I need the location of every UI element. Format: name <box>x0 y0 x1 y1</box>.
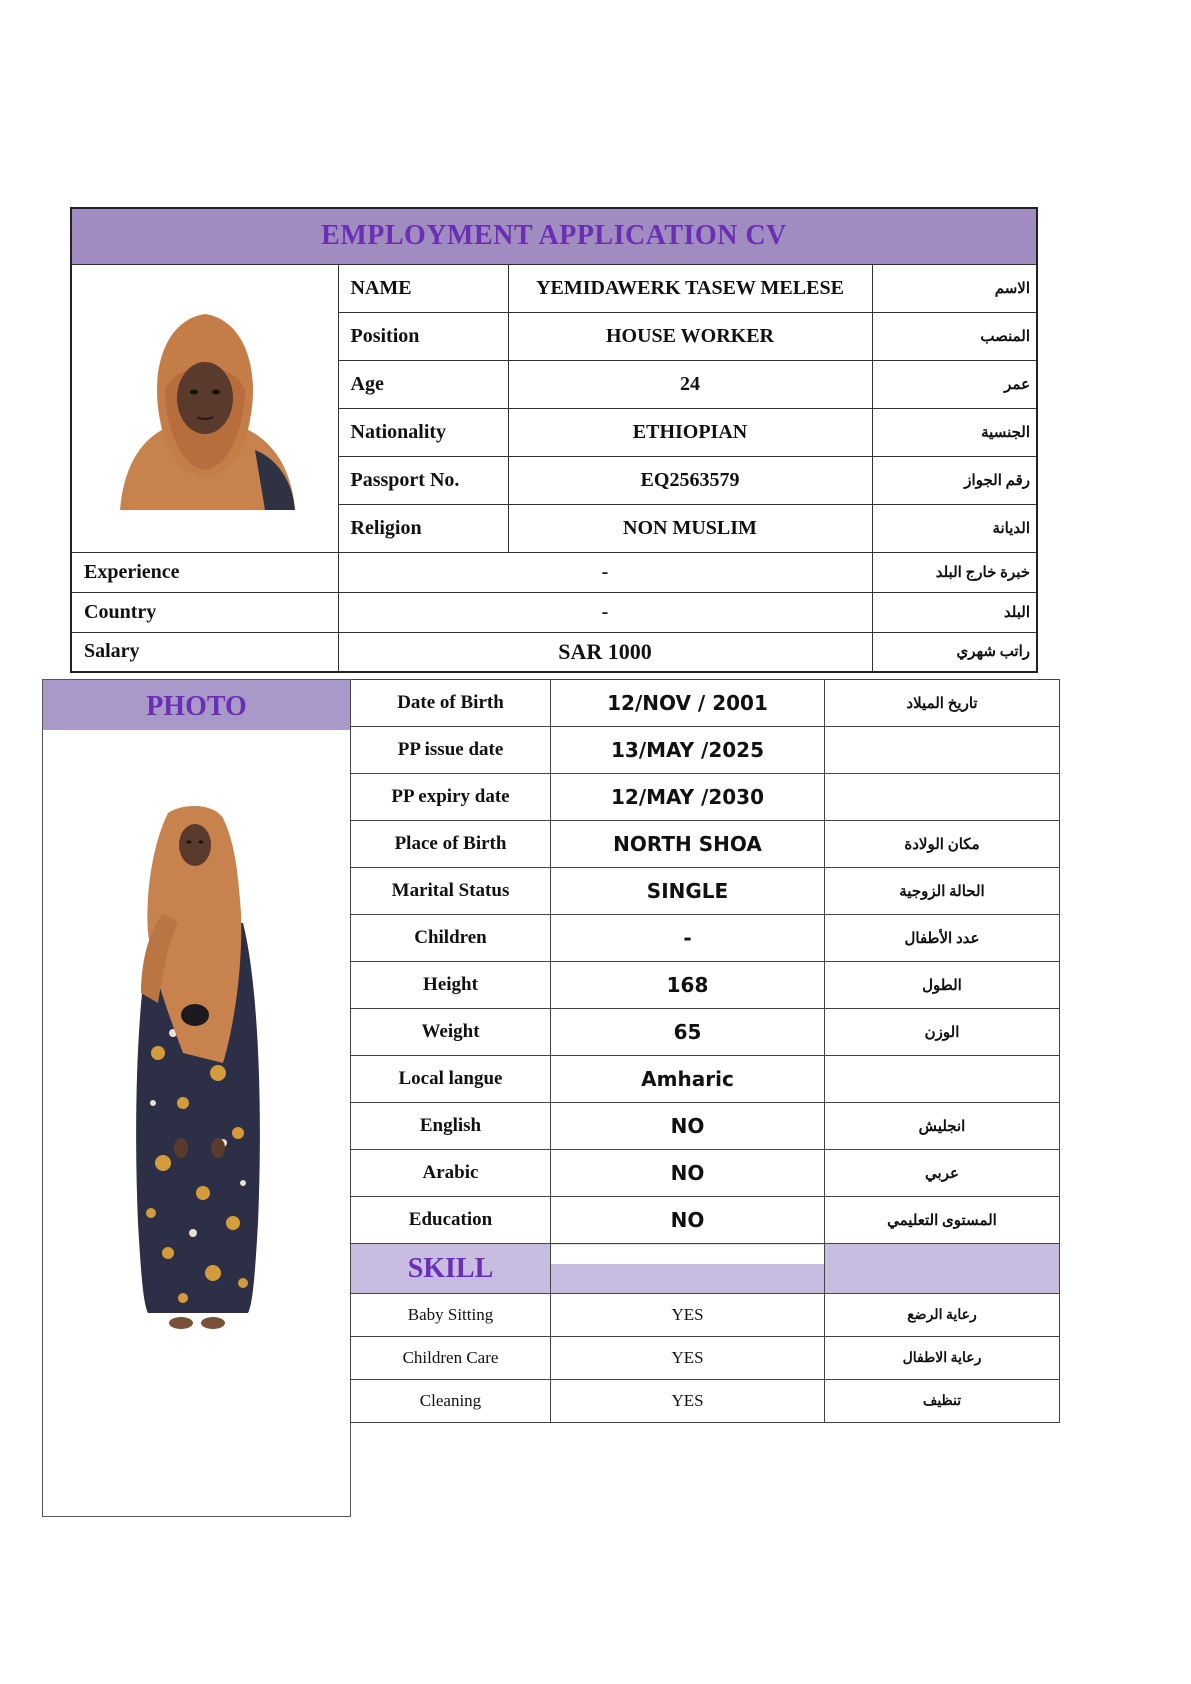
name-value: YEMIDAWERK TASEW MELESE <box>508 264 872 312</box>
details-row <box>351 1150 1060 1197</box>
detail-arabic-label: عدد الأطفال <box>825 915 1060 962</box>
age-value: 24 <box>508 360 872 408</box>
detail-value: NO <box>551 1197 825 1244</box>
skill-row <box>351 1294 1060 1337</box>
skill-label: Cleaning <box>351 1380 551 1423</box>
detail-arabic-label: انجليش <box>825 1103 1060 1150</box>
experience-arabic-label: خبرة خارج البلد <box>872 552 1037 592</box>
detail-label: Education <box>351 1197 551 1244</box>
salary-value: SAR 1000 <box>338 632 872 672</box>
skill-row <box>351 1380 1060 1423</box>
nationality-label: Nationality <box>338 408 508 456</box>
details-row <box>351 1056 1060 1103</box>
skill-row <box>351 1337 1060 1380</box>
skill-header-blank <box>551 1244 825 1294</box>
detail-label: English <box>351 1103 551 1150</box>
name-label: NAME <box>338 264 508 312</box>
detail-value: 65 <box>551 1009 825 1056</box>
detail-arabic-label: عربي <box>825 1150 1060 1197</box>
skill-title: SKILL <box>351 1244 551 1294</box>
skill-arabic-label: تنظيف <box>825 1380 1060 1423</box>
skill-label: Baby Sitting <box>351 1294 551 1337</box>
salary-label: Salary <box>71 632 338 672</box>
details-row <box>351 915 1060 962</box>
passport-label: Passport No. <box>338 456 508 504</box>
details-row <box>351 774 1060 821</box>
detail-label: PP issue date <box>351 727 551 774</box>
detail-value: 12/MAY /2030 <box>551 774 825 821</box>
skill-header-blank-right <box>825 1244 1060 1294</box>
detail-value: 12/NOV / 2001 <box>551 680 825 727</box>
personal-info-table <box>70 207 1038 673</box>
details-row <box>351 1197 1060 1244</box>
detail-label: Marital Status <box>351 868 551 915</box>
photo-panel <box>42 679 351 1517</box>
detail-label: PP expiry date <box>351 774 551 821</box>
detail-value: - <box>551 915 825 962</box>
detail-label: Children <box>351 915 551 962</box>
portrait-photo <box>105 300 305 510</box>
detail-label: Local langue <box>351 1056 551 1103</box>
religion-value: NON MUSLIM <box>508 504 872 552</box>
salary-arabic-label: راتب شهري <box>872 632 1037 672</box>
detail-value: 168 <box>551 962 825 1009</box>
detail-arabic-label: الطول <box>825 962 1060 1009</box>
experience-value: - <box>338 552 872 592</box>
detail-arabic-label <box>825 1056 1060 1103</box>
detail-arabic-label: الحالة الزوجية <box>825 868 1060 915</box>
experience-label: Experience <box>71 552 338 592</box>
page-title: EMPLOYMENT APPLICATION CV <box>71 208 1037 264</box>
country-value: - <box>338 592 872 632</box>
details-row <box>351 1103 1060 1150</box>
detail-label: Height <box>351 962 551 1009</box>
position-arabic-label: المنصب <box>872 312 1037 360</box>
detail-arabic-label <box>825 774 1060 821</box>
passport-arabic-label: رقم الجواز <box>872 456 1037 504</box>
age-arabic-label: عمر <box>872 360 1037 408</box>
skill-arabic-label: رعاية الرضع <box>825 1294 1060 1337</box>
detail-value: SINGLE <box>551 868 825 915</box>
details-row <box>351 680 1060 727</box>
detail-arabic-label: تاريخ الميلاد <box>825 680 1060 727</box>
detail-arabic-label: المستوى التعليمي <box>825 1197 1060 1244</box>
nationality-arabic-label: الجنسية <box>872 408 1037 456</box>
detail-value: NORTH SHOA <box>551 821 825 868</box>
detail-value: NO <box>551 1150 825 1197</box>
position-label: Position <box>338 312 508 360</box>
details-row <box>351 727 1060 774</box>
religion-label: Religion <box>338 504 508 552</box>
name-arabic-label: الاسم <box>872 264 1037 312</box>
details-row <box>351 1009 1060 1056</box>
details-table <box>350 679 1060 1423</box>
skill-value: YES <box>551 1337 825 1380</box>
detail-arabic-label: الوزن <box>825 1009 1060 1056</box>
details-row <box>351 868 1060 915</box>
detail-value: NO <box>551 1103 825 1150</box>
photo-title: PHOTO <box>43 680 350 730</box>
skill-arabic-label: رعاية الاطفال <box>825 1337 1060 1380</box>
details-row <box>351 962 1060 1009</box>
skill-header-row <box>351 1244 1060 1294</box>
detail-label: Arabic <box>351 1150 551 1197</box>
country-label: Country <box>71 592 338 632</box>
position-value: HOUSE WORKER <box>508 312 872 360</box>
skill-value: YES <box>551 1294 825 1337</box>
age-label: Age <box>338 360 508 408</box>
detail-label: Date of Birth <box>351 680 551 727</box>
skill-value: YES <box>551 1380 825 1423</box>
details-row <box>351 821 1060 868</box>
detail-value: Amharic <box>551 1056 825 1103</box>
religion-arabic-label: الديانة <box>872 504 1037 552</box>
detail-label: Weight <box>351 1009 551 1056</box>
country-arabic-label: البلد <box>872 592 1037 632</box>
detail-arabic-label <box>825 727 1060 774</box>
skill-label: Children Care <box>351 1337 551 1380</box>
full-body-photo <box>123 803 273 1348</box>
nationality-value: ETHIOPIAN <box>508 408 872 456</box>
detail-label: Place of Birth <box>351 821 551 868</box>
detail-arabic-label: مكان الولادة <box>825 821 1060 868</box>
detail-value: 13/MAY /2025 <box>551 727 825 774</box>
portrait-photo-cell <box>71 264 338 552</box>
passport-value: EQ2563579 <box>508 456 872 504</box>
